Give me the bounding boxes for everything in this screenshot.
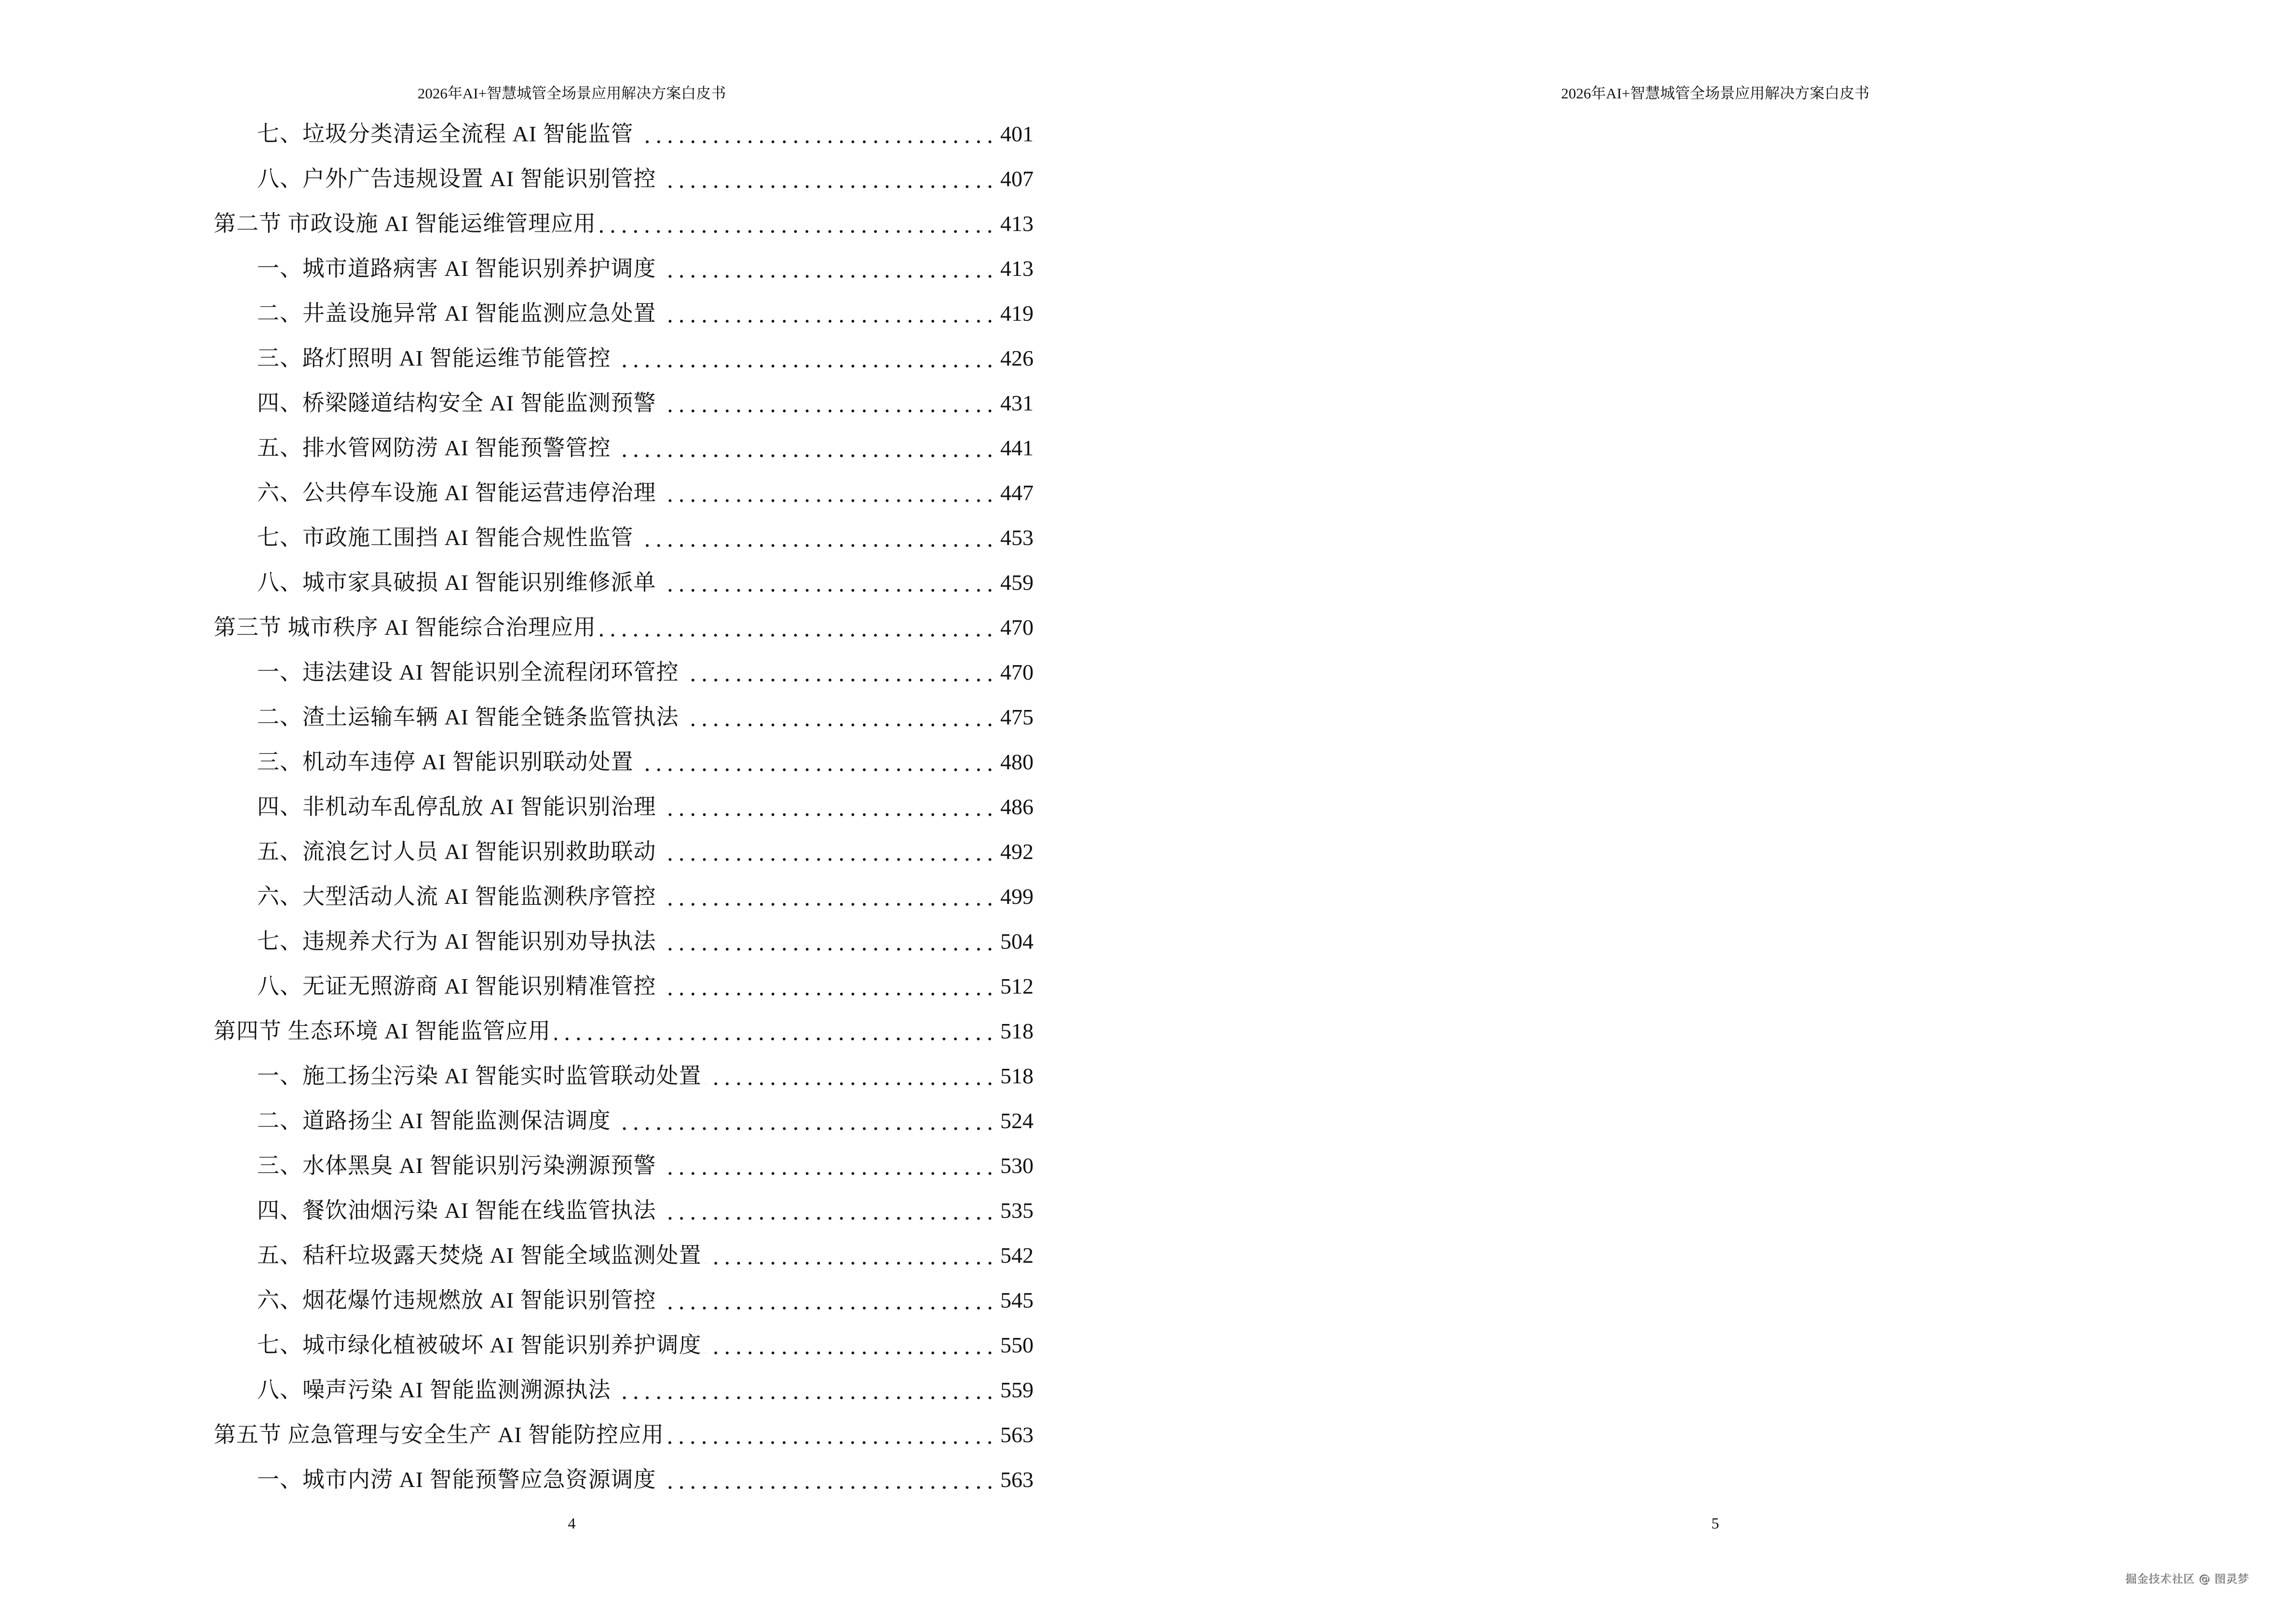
dot-leader (660, 498, 995, 503)
toc-entry-title: 二、井盖设施异常 AI 智能监测应急处置 (257, 301, 656, 326)
toc-entry-page-number: 563 (1000, 1467, 1034, 1492)
toc-subsection-entry[interactable] (214, 1323, 1034, 1367)
dot-leader (660, 588, 995, 593)
toc-subsection-entry[interactable] (214, 1143, 1034, 1188)
toc-entry-title: 一、城市内涝 AI 智能预警应急资源调度 (257, 1467, 656, 1492)
toc-subsection-entry[interactable] (214, 784, 1034, 829)
dot-leader (600, 633, 995, 638)
dot-leader (660, 857, 995, 862)
dot-leader (638, 767, 995, 772)
toc-entry-page-number: 413 (1000, 211, 1034, 236)
toc-subsection-entry[interactable] (214, 964, 1034, 1009)
running-header: 2026年AI+智慧城管全场景应用解决方案白皮书 (417, 85, 726, 102)
toc-entry-page-number: 518 (1000, 1019, 1034, 1043)
dot-leader (638, 543, 995, 548)
table-of-contents (214, 111, 1034, 1502)
toc-entry-page-number: 535 (1000, 1198, 1034, 1223)
toc-entry-title: 七、市政施工围挡 AI 智能合规性监管 (257, 525, 634, 550)
toc-subsection-entry[interactable] (214, 1233, 1034, 1278)
toc-subsection-entry[interactable] (214, 111, 1034, 156)
toc-entry-page-number: 475 (1000, 705, 1034, 729)
toc-entry-title: 六、大型活动人流 AI 智能监测秩序管控 (257, 884, 656, 909)
toc-entry-page-number: 470 (1000, 660, 1034, 684)
toc-entry-title: 四、非机动车乱停乱放 AI 智能识别治理 (257, 794, 656, 819)
toc-entry-title: 八、户外广告违规设置 AI 智能识别管控 (257, 166, 656, 191)
toc-entry-title: 一、施工扬尘污染 AI 智能实时监管联动处置 (257, 1064, 702, 1088)
toc-entry-title: 七、城市绿化植被破坏 AI 智能识别养护调度 (257, 1333, 702, 1357)
dot-leader (683, 723, 995, 727)
toc-subsection-entry[interactable] (214, 1188, 1034, 1233)
toc-subsection-entry[interactable] (214, 1278, 1034, 1323)
toc-subsection-entry[interactable] (214, 1457, 1034, 1502)
toc-entry-page-number: 426 (1000, 346, 1034, 370)
toc-entry-title: 八、城市家具破损 AI 智能识别维修派单 (257, 570, 656, 595)
dot-leader (615, 364, 995, 368)
toc-entry-title: 第三节 城市秩序 AI 智能综合治理应用 (214, 615, 597, 640)
toc-entry-page-number: 413 (1000, 256, 1034, 281)
toc-subsection-entry[interactable] (214, 650, 1034, 695)
dot-leader (660, 1216, 995, 1221)
dot-leader (660, 184, 995, 189)
page-number: 5 (1711, 1515, 1719, 1532)
dot-leader (638, 139, 995, 144)
toc-subsection-entry[interactable] (214, 336, 1034, 381)
toc-entry-page-number: 407 (1000, 166, 1034, 191)
dot-leader (660, 812, 995, 817)
toc-subsection-entry[interactable] (214, 470, 1034, 515)
toc-subsection-entry[interactable] (214, 156, 1034, 201)
toc-section-entry[interactable] (214, 1412, 1034, 1457)
dot-leader (660, 1171, 995, 1176)
toc-entry-title: 四、桥梁隧道结构安全 AI 智能监测预警 (257, 391, 656, 415)
toc-subsection-entry[interactable] (214, 829, 1034, 874)
toc-entry-page-number: 480 (1000, 750, 1034, 774)
toc-entry-page-number: 492 (1000, 839, 1034, 864)
dot-leader (660, 992, 995, 996)
toc-subsection-entry[interactable] (214, 1098, 1034, 1143)
toc-subsection-entry[interactable] (214, 739, 1034, 784)
toc-entry-page-number: 545 (1000, 1288, 1034, 1312)
toc-entry-title: 一、违法建设 AI 智能识别全流程闭环管控 (257, 660, 679, 684)
dot-leader (600, 229, 995, 234)
watermark: 掘金技术社区 @ 图灵梦 (2126, 1573, 2250, 1586)
dot-leader (706, 1351, 995, 1355)
toc-entry-page-number: 512 (1000, 974, 1034, 998)
toc-entry-title: 一、城市道路病害 AI 智能识别养护调度 (257, 256, 656, 281)
dot-leader (660, 274, 995, 279)
toc-entry-title: 八、无证无照游商 AI 智能识别精准管控 (257, 974, 656, 998)
toc-entry-page-number: 401 (1000, 122, 1034, 146)
toc-subsection-entry[interactable] (214, 1367, 1034, 1412)
dot-leader (615, 1395, 995, 1400)
toc-subsection-entry[interactable] (214, 919, 1034, 964)
dot-leader (660, 1485, 995, 1490)
toc-subsection-entry[interactable] (214, 560, 1034, 605)
toc-entry-page-number: 453 (1000, 525, 1034, 550)
toc-subsection-entry[interactable] (214, 381, 1034, 425)
toc-entry-title: 六、公共停车设施 AI 智能运营违停治理 (257, 480, 656, 505)
page-number: 4 (568, 1515, 576, 1532)
running-header: 2026年AI+智慧城管全场景应用解决方案白皮书 (1561, 85, 1870, 102)
toc-entry-page-number: 486 (1000, 794, 1034, 819)
toc-entry-page-number: 504 (1000, 929, 1034, 954)
toc-subsection-entry[interactable] (214, 695, 1034, 739)
toc-subsection-entry[interactable] (214, 246, 1034, 291)
toc-section-entry[interactable] (214, 1009, 1034, 1053)
toc-subsection-entry[interactable] (214, 291, 1034, 336)
dot-leader (683, 678, 995, 682)
dot-leader (660, 902, 995, 907)
toc-entry-title: 二、渣土运输车辆 AI 智能全链条监管执法 (257, 705, 679, 729)
toc-entry-title: 四、餐饮油烟污染 AI 智能在线监管执法 (257, 1198, 656, 1223)
toc-entry-page-number: 431 (1000, 391, 1034, 415)
dot-leader (615, 1126, 995, 1131)
toc-entry-title: 第二节 市政设施 AI 智能运维管理应用 (214, 211, 597, 236)
dot-leader (660, 1306, 995, 1310)
dot-leader (660, 319, 995, 324)
toc-entry-title: 五、排水管网防涝 AI 智能预警管控 (257, 436, 611, 460)
right-page (1144, 0, 2287, 1624)
toc-entry-page-number: 441 (1000, 436, 1034, 460)
dot-leader (615, 453, 995, 458)
toc-entry-page-number: 530 (1000, 1153, 1034, 1178)
toc-entry-title: 五、流浪乞讨人员 AI 智能识别救助联动 (257, 839, 656, 864)
toc-entry-page-number: 499 (1000, 884, 1034, 909)
toc-entry-title: 五、秸秆垃圾露天焚烧 AI 智能全域监测处置 (257, 1243, 702, 1268)
toc-entry-page-number: 542 (1000, 1243, 1034, 1268)
toc-entry-page-number: 559 (1000, 1378, 1034, 1402)
toc-entry-title: 七、违规养犬行为 AI 智能识别劝导执法 (257, 929, 656, 954)
toc-subsection-entry[interactable] (214, 874, 1034, 919)
dot-leader (660, 947, 995, 952)
toc-subsection-entry[interactable] (214, 1053, 1034, 1098)
toc-entry-title: 三、机动车违停 AI 智能识别联动处置 (257, 750, 634, 774)
toc-entry-page-number: 550 (1000, 1333, 1034, 1357)
toc-section-entry[interactable] (214, 201, 1034, 246)
toc-entry-title: 三、路灯照明 AI 智能运维节能管控 (257, 346, 611, 370)
toc-entry-page-number: 419 (1000, 301, 1034, 326)
toc-entry-page-number: 470 (1000, 615, 1034, 640)
toc-entry-title: 二、道路扬尘 AI 智能监测保洁调度 (257, 1108, 611, 1133)
toc-entry-title: 三、水体黑臭 AI 智能识别污染溯源预警 (257, 1153, 656, 1178)
toc-entry-title: 七、垃圾分类清运全流程 AI 智能监管 (257, 122, 634, 146)
toc-entry-page-number: 459 (1000, 570, 1034, 595)
toc-entry-title: 六、烟花爆竹违规燃放 AI 智能识别管控 (257, 1288, 656, 1312)
toc-subsection-entry[interactable] (214, 425, 1034, 470)
toc-entry-page-number: 518 (1000, 1064, 1034, 1088)
dot-leader (660, 409, 995, 413)
toc-entry-page-number: 447 (1000, 480, 1034, 505)
toc-subsection-entry[interactable] (214, 515, 1034, 560)
dot-leader (706, 1081, 995, 1086)
dot-leader (706, 1261, 995, 1266)
dot-leader (555, 1037, 995, 1041)
toc-entry-page-number: 563 (1000, 1422, 1034, 1447)
toc-entry-title: 八、噪声污染 AI 智能监测溯源执法 (257, 1378, 611, 1402)
toc-section-entry[interactable] (214, 605, 1034, 650)
toc-entry-title: 第四节 生态环境 AI 智能监管应用 (214, 1019, 551, 1043)
dot-leader (668, 1440, 995, 1445)
toc-entry-title: 第五节 应急管理与安全生产 AI 智能防控应用 (214, 1422, 665, 1447)
toc-entry-page-number: 524 (1000, 1108, 1034, 1133)
